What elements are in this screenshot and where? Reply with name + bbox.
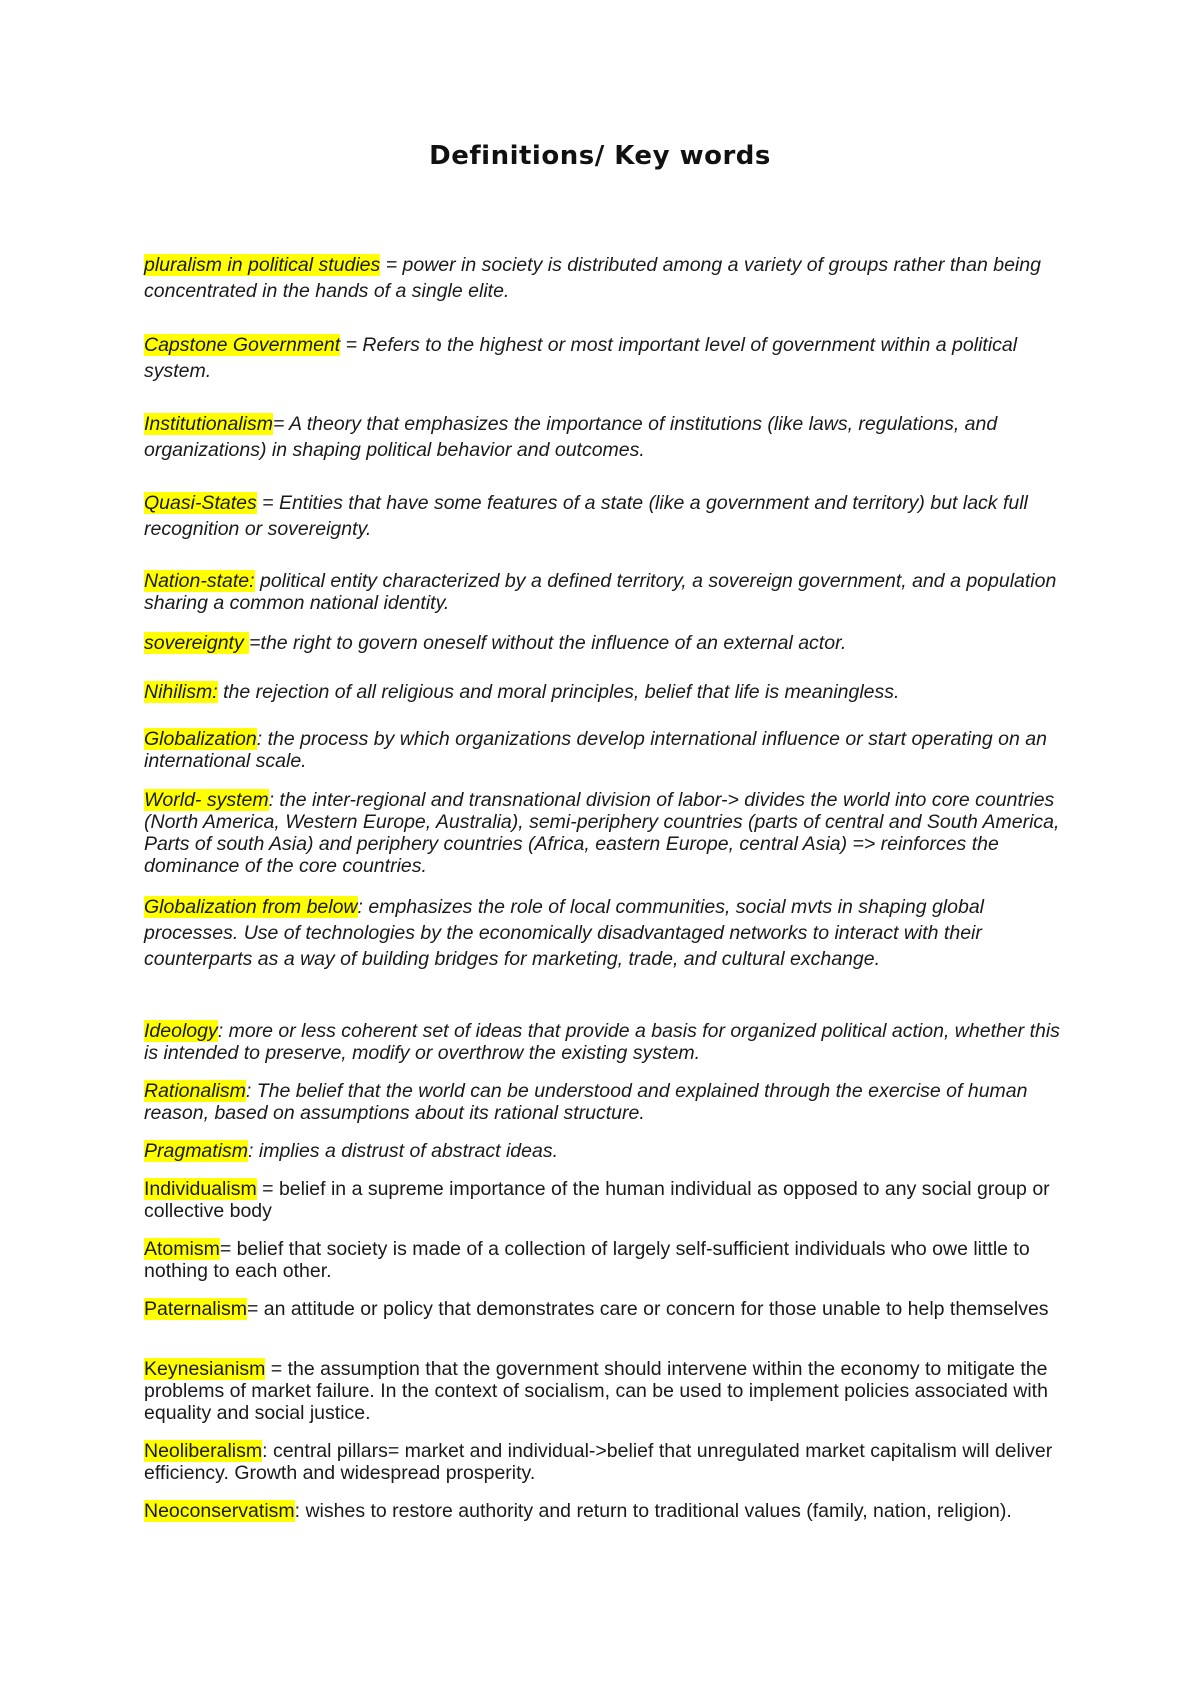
definition-entry xyxy=(144,411,1069,463)
definition-text: = belief in a supreme importance of the human individual as opposed to any social group or collective body xyxy=(144,1178,1050,1222)
definition-text: = Entities that have some features of a state (like a government and territory) but lack full recognition or sovereignty. xyxy=(144,492,1028,540)
key-term-highlight: Globalization xyxy=(144,728,257,750)
definition-text: the rejection of all religious and moral principles, belief that life is meaningless. xyxy=(217,681,900,703)
definition-entry xyxy=(144,1080,1069,1124)
key-term-highlight: Institutionalism xyxy=(144,413,273,435)
key-term-highlight: pluralism in political studies xyxy=(144,254,381,276)
definition-text: = the assumption that the government should intervene within the economy to mitigate the problems of market failure. In the context of socialism, can be used to implement policies associated with equality and social justice. xyxy=(144,1358,1048,1424)
definition-entry xyxy=(144,570,1069,614)
definition-text: = Refers to the highest or most important level of government within a political system. xyxy=(144,334,1018,382)
definition-entry xyxy=(144,1238,1069,1282)
definition-text: : implies a distrust of abstract ideas. xyxy=(248,1140,558,1162)
key-term-highlight: Individualism xyxy=(144,1178,257,1200)
definition-text: = an attitude or policy that demonstrates care or concern for those unable to help themselves xyxy=(246,1298,1049,1320)
definition-text: = belief that society is made of a collection of largely self-sufficient individuals who owe little to nothing to each other. xyxy=(144,1238,1030,1282)
definition-entry xyxy=(144,1358,1069,1424)
definition-entry xyxy=(144,789,1069,877)
key-term-highlight: Ideology xyxy=(144,1020,218,1042)
key-term-highlight: Neoliberalism xyxy=(144,1440,263,1462)
key-term-highlight: Nation-state: xyxy=(144,570,255,592)
key-term-highlight: sovereignty xyxy=(144,632,250,654)
definition-text: = A theory that emphasizes the importance of institutions (like laws, regulations, and organizations) in shaping political behavior and outcomes. xyxy=(144,413,998,461)
definition-entry xyxy=(144,1178,1069,1222)
key-term-highlight: Capstone Government xyxy=(144,334,341,356)
key-term-highlight: World- system xyxy=(144,789,269,811)
definition-entry xyxy=(144,252,1069,304)
definition-entry xyxy=(144,1440,1069,1484)
definition-text: : more or less coherent set of ideas that provide a basis for organized political action, whether this is intended to preserve, modify or overthrow the existing system. xyxy=(144,1020,1060,1064)
key-term-highlight: Nihilism: xyxy=(144,681,218,703)
key-term-highlight: Paternalism xyxy=(144,1298,247,1320)
definition-entry xyxy=(144,1500,1069,1522)
definition-entry xyxy=(144,1140,1069,1162)
definition-entry xyxy=(144,1020,1069,1064)
key-term-highlight: Neoconservatism xyxy=(144,1500,295,1522)
definition-entry xyxy=(144,332,1069,384)
key-term-highlight: Rationalism xyxy=(144,1080,246,1102)
definition-entry xyxy=(144,1298,1069,1320)
definition-text: = power in society is distributed among a variety of groups rather than being concentrated in the hands of a single elite. xyxy=(144,254,1041,302)
definition-entry xyxy=(144,728,1069,772)
key-term-highlight: Pragmatism xyxy=(144,1140,249,1162)
definition-entry xyxy=(144,490,1069,542)
page-title: Definitions/ Key words xyxy=(429,141,771,171)
key-term-highlight: Globalization from below xyxy=(144,896,358,918)
definition-text: : The belief that the world can be understood and explained through the exercise of human reason, based on assumptions about its rational structure. xyxy=(144,1080,1028,1124)
definition-text: : central pillars= market and individual->belief that unregulated market capitalism will deliver efficiency. Growth and widespread prosperity. xyxy=(144,1440,1053,1484)
key-term-highlight: Atomism xyxy=(144,1238,220,1260)
definition-text: : the inter-regional and transnational division of labor-> divides the world into core countries (North America, Western Europe, Australia), semi-periphery countries (parts of central and South America, Parts of south Asia) and periphery countries (Africa, eastern Europe, central Asia) => reinforces the dominance of the core countries. xyxy=(144,789,1060,877)
definition-entry xyxy=(144,894,1069,972)
definition-entry xyxy=(144,632,1069,654)
definition-text: : wishes to restore authority and return to traditional values (family, nation, religion). xyxy=(294,1500,1012,1522)
definition-text: : the process by which organizations develop international influence or start operating on an international scale. xyxy=(144,728,1047,772)
key-term-highlight: Quasi-States xyxy=(144,492,257,514)
definition-text: : emphasizes the role of local communities, social mvts in shaping global processes. Use of technologies by the economically disadvantaged networks to interact with their counterparts as a way of building bridges for marketing, trade, and cultural exchange. xyxy=(144,896,984,970)
definition-text: political entity characterized by a defined territory, a sovereign government, and a population sharing a common national identity. xyxy=(144,570,1057,614)
definition-entry xyxy=(144,681,1069,703)
key-term-highlight: Keynesianism xyxy=(144,1358,266,1380)
definition-text: =the right to govern oneself without the influence of an external actor. xyxy=(249,632,847,654)
